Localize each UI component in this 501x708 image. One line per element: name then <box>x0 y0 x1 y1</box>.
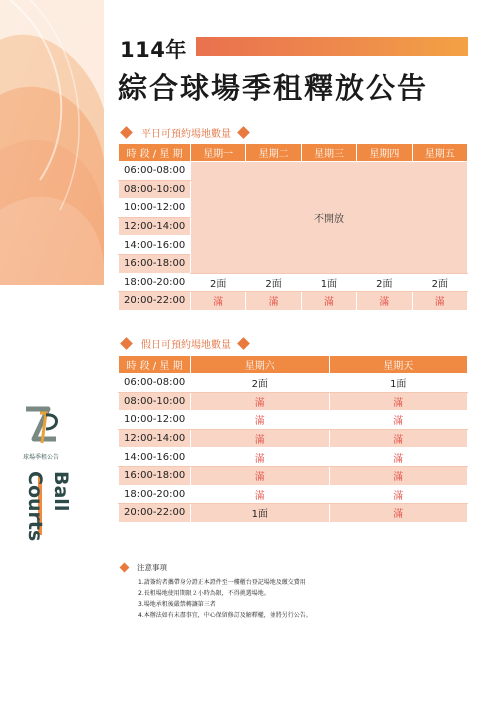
availability-cell: 1面 <box>301 273 356 292</box>
time-slot: 06:00-08:00 <box>119 162 191 181</box>
availability-cell: 滿 <box>329 411 468 430</box>
table-row <box>119 448 468 467</box>
notes-title: 注意事項 <box>137 563 167 572</box>
table-row <box>119 374 468 393</box>
time-slot: 18:00-20:00 <box>119 273 191 292</box>
header-accent-bar <box>196 37 468 56</box>
time-slot: 08:00-10:00 <box>119 392 191 411</box>
time-slot: 16:00-18:00 <box>119 254 191 273</box>
availability-cell: 滿 <box>191 466 330 485</box>
weekday-section-title: 平日可預約場地數量 <box>141 129 231 140</box>
time-slot: 06:00-08:00 <box>119 374 191 393</box>
note-item: 4.本辦法如有未盡事宜，中心保留修訂及解釋權，並將另行公告。 <box>138 612 312 619</box>
time-slot: 12:00-14:00 <box>119 217 191 236</box>
diamond-icon <box>120 126 133 139</box>
availability-cell: 2面 <box>357 273 412 292</box>
note-item: 3.場地承租後嚴禁轉讓第三者 <box>138 601 216 608</box>
decorative-swirl-graphic <box>0 0 104 285</box>
note-item: 2.長租場地使用期限２小時為限，不得挑選場地。 <box>138 590 270 597</box>
availability-cell: 滿 <box>329 466 468 485</box>
availability-cell: 滿 <box>357 292 412 311</box>
notes-heading <box>121 562 167 573</box>
side-vertical-title <box>22 471 72 561</box>
availability-cell: 滿 <box>329 448 468 467</box>
availability-cell: 滿 <box>191 392 330 411</box>
table-row <box>119 162 468 181</box>
column-header: 時 段 / 星 期 <box>119 356 191 374</box>
weekday-section-heading <box>122 125 248 140</box>
column-header: 星期六 <box>191 356 330 374</box>
availability-cell: 滿 <box>191 485 330 504</box>
diamond-icon <box>237 126 250 139</box>
column-header: 星期天 <box>329 356 468 374</box>
availability-cell: 2面 <box>412 273 467 292</box>
column-header: 星期三 <box>301 144 356 162</box>
table-header-row <box>119 356 468 374</box>
time-slot: 16:00-18:00 <box>119 466 191 485</box>
weekday-table <box>118 143 468 311</box>
availability-cell: 滿 <box>191 448 330 467</box>
availability-cell: 1面 <box>191 504 330 523</box>
availability-cell: 2面 <box>191 273 246 292</box>
availability-cell: 滿 <box>329 429 468 448</box>
availability-cell: 滿 <box>191 411 330 430</box>
side-word-ball: Ball <box>50 471 72 512</box>
table-row <box>119 504 468 523</box>
page-title: 綜合球場季租釋放公告 <box>118 71 429 105</box>
column-header: 時 段 / 星 期 <box>119 144 191 162</box>
table-row <box>119 485 468 504</box>
time-slot: 12:00-14:00 <box>119 429 191 448</box>
availability-cell: 滿 <box>191 429 330 448</box>
availability-cell: 滿 <box>246 292 301 311</box>
table-row <box>119 429 468 448</box>
side-caption: 球場季租公告 <box>23 454 60 461</box>
side-word-courts: Courts <box>24 471 46 542</box>
ball-courts-logo <box>20 405 64 447</box>
table-row <box>119 466 468 485</box>
table-row <box>119 273 468 292</box>
diamond-icon <box>120 563 130 573</box>
time-slot: 20:00-22:00 <box>119 504 191 523</box>
diamond-icon <box>120 337 133 350</box>
availability-cell: 滿 <box>301 292 356 311</box>
availability-cell: 滿 <box>329 392 468 411</box>
time-slot: 14:00-16:00 <box>119 236 191 255</box>
header-year: 114年 <box>120 38 187 62</box>
table-row <box>119 392 468 411</box>
time-slot: 14:00-16:00 <box>119 448 191 467</box>
table-row <box>119 411 468 430</box>
table-header-row <box>119 144 468 162</box>
time-slot: 18:00-20:00 <box>119 485 191 504</box>
availability-cell: 滿 <box>329 504 468 523</box>
table-row <box>119 292 468 311</box>
availability-cell: 2面 <box>191 374 330 393</box>
availability-cell: 1面 <box>329 374 468 393</box>
weekend-table <box>118 355 468 523</box>
availability-cell: 滿 <box>412 292 467 311</box>
availability-cell: 2面 <box>246 273 301 292</box>
column-header: 星期四 <box>357 144 412 162</box>
time-slot: 10:00-12:00 <box>119 411 191 430</box>
time-slot: 08:00-10:00 <box>119 180 191 199</box>
availability-cell: 滿 <box>329 485 468 504</box>
time-slot: 10:00-12:00 <box>119 199 191 218</box>
diamond-icon <box>237 337 250 350</box>
column-header: 星期二 <box>246 144 301 162</box>
column-header: 星期一 <box>191 144 246 162</box>
closed-cell: 不開放 <box>191 162 468 274</box>
time-slot: 20:00-22:00 <box>119 292 191 311</box>
weekend-section-heading <box>122 336 248 351</box>
availability-cell: 滿 <box>191 292 246 311</box>
note-item: 1.請簽約者攜帶身分證正本證件至一樓櫃台登記場地及繳交費用 <box>138 579 306 586</box>
weekend-section-title: 假日可預約場地數量 <box>141 340 231 351</box>
notes-list <box>138 577 312 621</box>
column-header: 星期五 <box>412 144 467 162</box>
